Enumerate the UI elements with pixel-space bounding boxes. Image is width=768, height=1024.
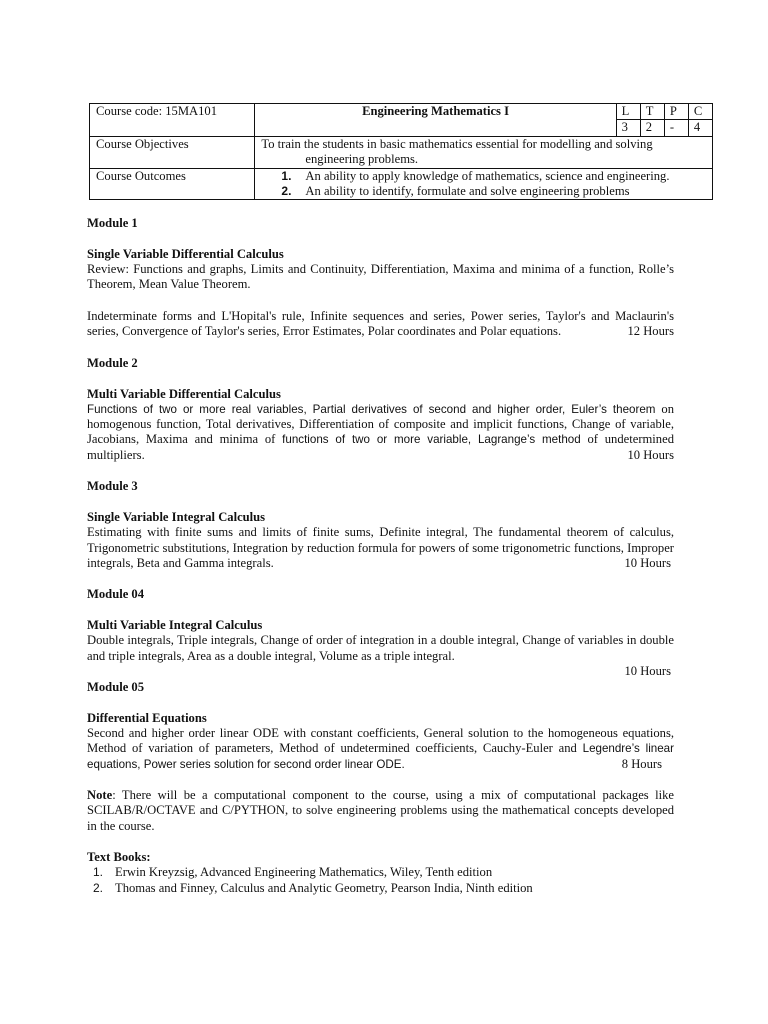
textbooks-list	[87, 865, 674, 896]
module-3-title: Module 3	[87, 479, 138, 494]
module-1-topics-text	[87, 309, 674, 340]
course-code: Course code: 15MA101	[90, 104, 255, 137]
ltpc-label-p: P	[664, 104, 688, 120]
textbook-item	[87, 865, 674, 880]
module-2-text-a: Functions of two or more real variables, Partial derivatives of second and higher order, Euler’s theorem	[87, 402, 656, 416]
module-5-subtitle: Differential Equations	[87, 710, 207, 725]
module-5-title: Module 05	[87, 679, 145, 694]
module-3-topics: Estimating with finite sums and limits of finite sums, Definite integral, The fundamental theorem of calculus, Trigonometric substitutions, Integration by reduction formula for powers of some trigonometric functions, Improper integrals, Beta and Gamma integrals.	[87, 525, 674, 571]
module-2-text-b: on homogenous function, Total derivatives, Differentiation of composite and implicit functions, Change of variable, Jacobians, Maxima and minima of	[87, 401, 674, 447]
ltpc-value-t: 2	[640, 120, 664, 136]
ltpc-value-l: 3	[616, 120, 640, 136]
module-3-hours: 10 Hours	[624, 556, 671, 571]
outcome-number: 1.	[281, 168, 292, 183]
course-header-table	[89, 103, 713, 200]
ltpc-value-p: -	[664, 120, 688, 136]
module-2-title: Module 2	[87, 355, 138, 370]
module-1-subtitle: Single Variable Differential Calculus	[87, 247, 284, 261]
syllabus-content	[87, 216, 674, 896]
textbook-number: 1.	[93, 865, 104, 880]
textbook-text: Thomas and Finney, Calculus and Analytic Geometry, Pearson India, Ninth edition	[115, 880, 533, 895]
objectives-line-1: To train the students in basic mathematics essential for modelling and solving	[261, 136, 653, 151]
textbooks-title: Text Books:	[87, 850, 151, 865]
outcomes-list	[255, 168, 713, 200]
module-2-hours: 10 Hours	[627, 447, 674, 462]
textbook-number: 2.	[93, 880, 104, 895]
module-5-hours: 8 Hours	[621, 756, 662, 771]
module-2-text	[87, 402, 674, 464]
module-5-text-a: Second and higher order linear ODE with constant coefficients, General solution to the homogeneous equations, Method of variation of parameters, Method of undetermined coefficients, Cauchy-Euler and	[87, 725, 674, 756]
module-1-title: Module 1	[87, 216, 138, 230]
ltpc-label-l: L	[616, 104, 640, 120]
outcomes-label: Course Outcomes	[90, 168, 255, 200]
module-5-text	[87, 726, 674, 772]
note-label: Note	[87, 787, 113, 802]
module-1-topics: Indeterminate forms and L'Hopital's rule, Infinite sequences and series, Power series, Taylor's and Maclaurin's series, Convergence of Taylor's series, Error Estimates, Polar coordinates and Polar equations.	[87, 308, 674, 339]
module-1-review-text: Review: Functions and graphs, Limits and Continuity, Differentiation, Maxima and minima of a function, Rolle’s Theorem, Mean Value Theorem.	[87, 262, 674, 292]
objectives-label: Course Objectives	[90, 136, 255, 168]
module-4-title: Module 04	[87, 587, 145, 602]
module-2-text-d: of undetermined multipliers.	[87, 432, 674, 462]
course-title: Engineering Mathematics I	[255, 104, 616, 137]
outcome-item	[261, 169, 706, 184]
textbook-item	[87, 881, 674, 896]
computational-note	[87, 788, 674, 834]
objectives-text	[255, 136, 713, 168]
module-4-hours: 10 Hours	[624, 664, 671, 679]
module-3-text	[87, 525, 674, 571]
outcome-number: 2.	[281, 184, 292, 199]
outcome-text: An ability to apply knowledge of mathematics, science and engineering.	[305, 168, 670, 183]
objectives-line-2: engineering problems.	[305, 152, 419, 167]
ltpc-label-c: C	[688, 104, 712, 120]
outcome-item	[261, 184, 706, 199]
module-2-subtitle: Multi Variable Differential Calculus	[87, 386, 281, 401]
module-2-text-c: functions of two or more variable, Lagrange’s method	[282, 433, 581, 447]
module-4-subtitle: Multi Variable Integral Calculus	[87, 618, 263, 633]
outcome-text: An ability to identify, formulate and solve engineering problems	[305, 184, 630, 199]
module-5-text-b: Legendre’s linear equations, Power series solution for second order linear ODE.	[87, 742, 674, 771]
ltpc-label-t: T	[640, 104, 664, 120]
ltpc-value-c: 4	[688, 120, 712, 136]
note-text: : There will be a computational component to the course, using a mix of computational packages like SCILAB/R/OCTAVE and C/PYTHON, to solve engineering problems using the mathematical concepts developed in the course.	[87, 787, 674, 833]
module-4-text: Double integrals, Triple integrals, Change of order of integration in a double integral, Change of variables in double and triple integrals, Area as a double integral, Volume as a triple integral.	[87, 633, 674, 663]
textbook-text: Erwin Kreyzsig, Advanced Engineering Mathematics, Wiley, Tenth edition	[115, 865, 493, 880]
module-1-hours: 12 Hours	[627, 324, 674, 339]
module-3-subtitle: Single Variable Integral Calculus	[87, 510, 266, 525]
